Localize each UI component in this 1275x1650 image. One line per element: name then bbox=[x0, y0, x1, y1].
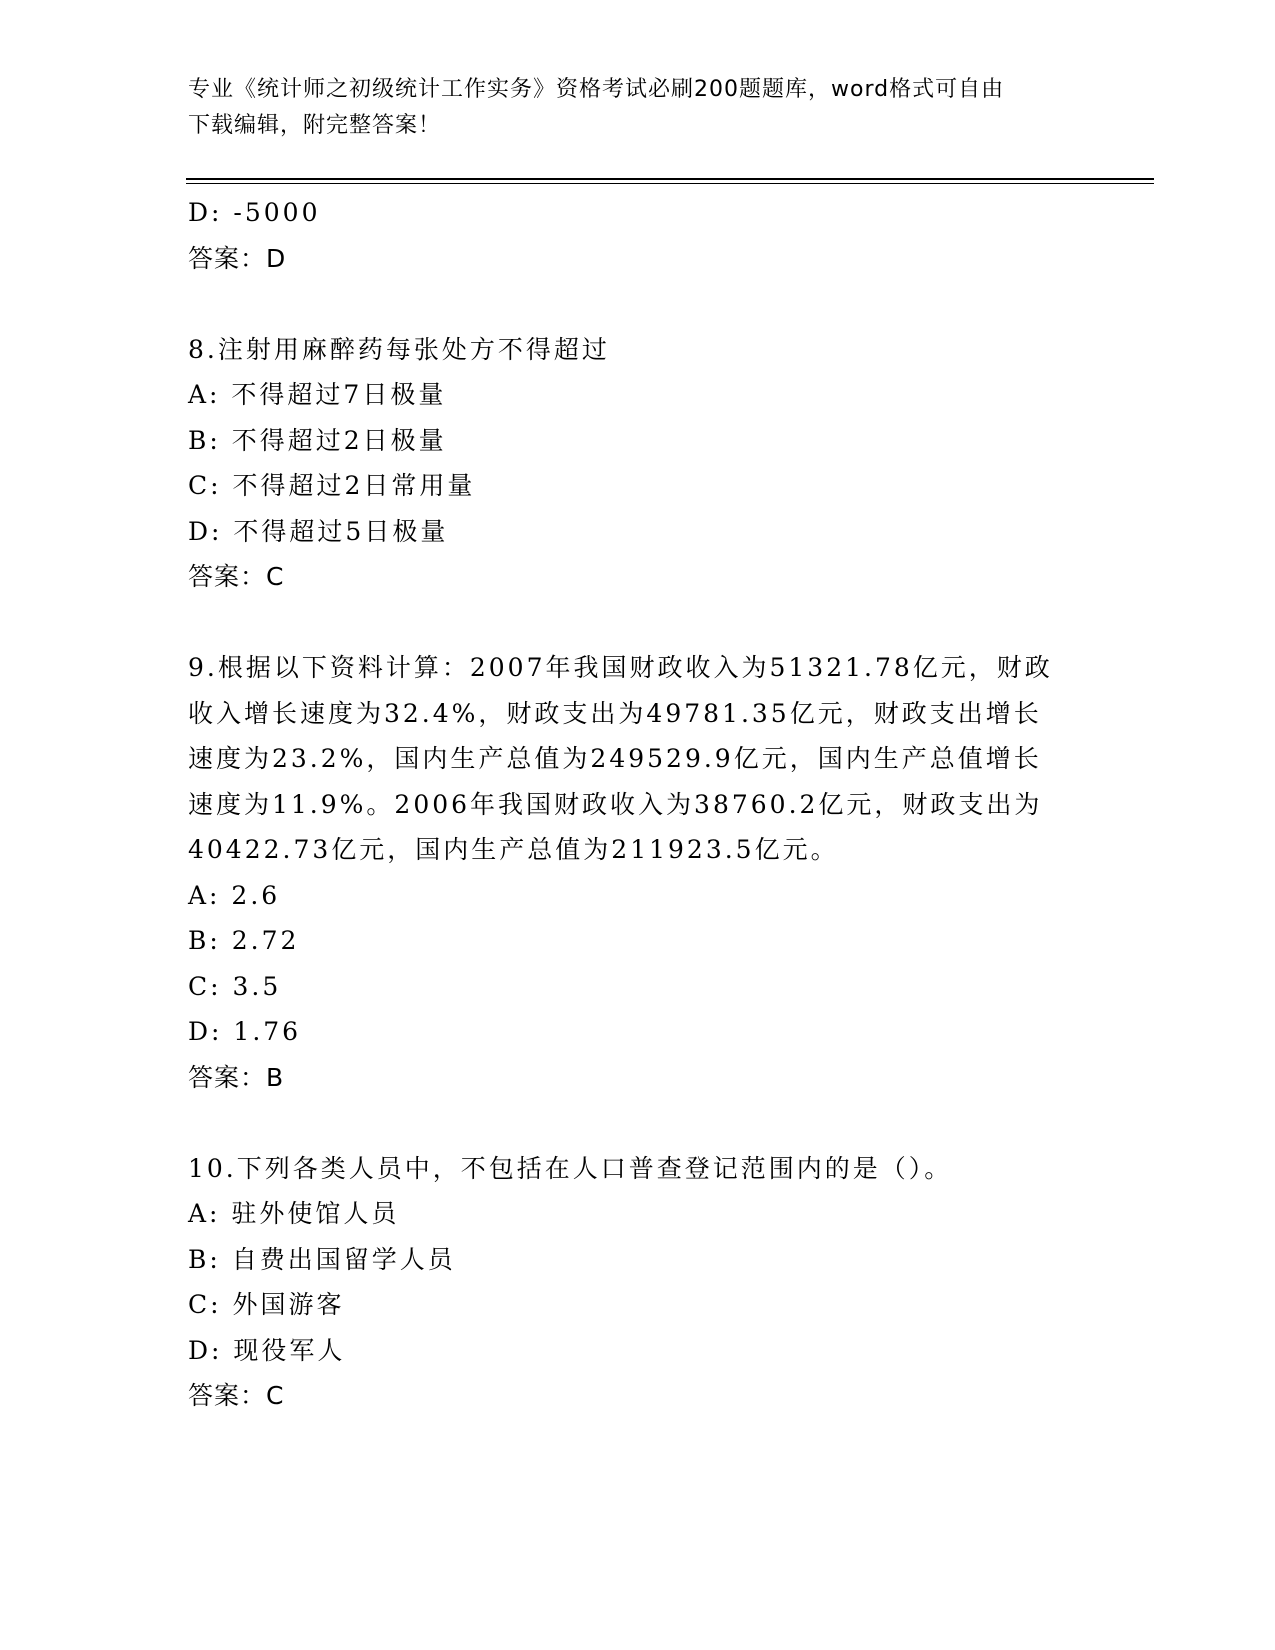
question-stem-line-2: 收入增长速度为32.4%，财政支出为49781.35亿元，财政支出增长 bbox=[188, 698, 1042, 728]
question-9 bbox=[188, 645, 1088, 1100]
answer-line: 答案：C bbox=[188, 1381, 285, 1410]
header-divider-thin bbox=[186, 183, 1154, 184]
option-b: B: 2.72 bbox=[188, 926, 300, 955]
option-c: C: 外国游客 bbox=[188, 1290, 345, 1319]
option-d: D: 不得超过5日极量 bbox=[188, 516, 449, 546]
question-stem-line-1: 9.根据以下资料计算：2007年我国财政收入为51321.78亿元，财政 bbox=[188, 653, 1053, 682]
spacer bbox=[188, 600, 1088, 646]
option-d: D: 现役军人 bbox=[188, 1335, 346, 1365]
question-10 bbox=[188, 1146, 1088, 1419]
answer-line: 答案：C bbox=[188, 562, 285, 591]
spacer bbox=[188, 1100, 1088, 1146]
option-b: B: 不得超过2日极量 bbox=[188, 425, 447, 455]
document-body bbox=[188, 190, 1088, 1419]
option-c: C: 不得超过2日常用量 bbox=[188, 471, 476, 500]
question-stem-line-5: 40422.73亿元，国内生产总值为211923.5亿元。 bbox=[188, 835, 839, 864]
answer-line: 答案：B bbox=[188, 1062, 285, 1092]
spacer bbox=[188, 281, 1088, 327]
question-stem-line-4: 速度为11.9%。2006年我国财政收入为38760.2亿元，财政支出为 bbox=[188, 789, 1043, 819]
question-stem-line-3: 速度为23.2%，国内生产总值为249529.9亿元，国内生产总值增长 bbox=[188, 744, 1042, 773]
option-b: B: 自费出国留学人员 bbox=[188, 1244, 456, 1274]
question-stem: 8.注射用麻醉药每张处方不得超过 bbox=[188, 334, 610, 364]
option-d: D: 1.76 bbox=[188, 1017, 302, 1046]
option-a: A: 不得超过7日极量 bbox=[188, 380, 447, 409]
question-7-tail bbox=[188, 190, 1088, 281]
header-divider-thick bbox=[186, 178, 1154, 180]
header-line-2: 下载编辑，附完整答案！ bbox=[188, 113, 442, 138]
option-c: C: 3.5 bbox=[188, 971, 282, 1001]
option-d: D: -5000 bbox=[188, 198, 321, 227]
option-a: A: 2.6 bbox=[188, 880, 281, 910]
answer-line: 答案：D bbox=[188, 243, 287, 273]
question-8 bbox=[188, 327, 1088, 600]
document-header bbox=[188, 72, 1068, 144]
header-line-1: 专业《统计师之初级统计工作实务》资格考试必刷200题题库，word格式可自由 bbox=[188, 77, 1005, 102]
option-a: A: 驻外使馆人员 bbox=[188, 1199, 400, 1228]
question-stem: 10.下列各类人员中，不包括在人口普查登记范围内的是（）。 bbox=[188, 1153, 953, 1183]
